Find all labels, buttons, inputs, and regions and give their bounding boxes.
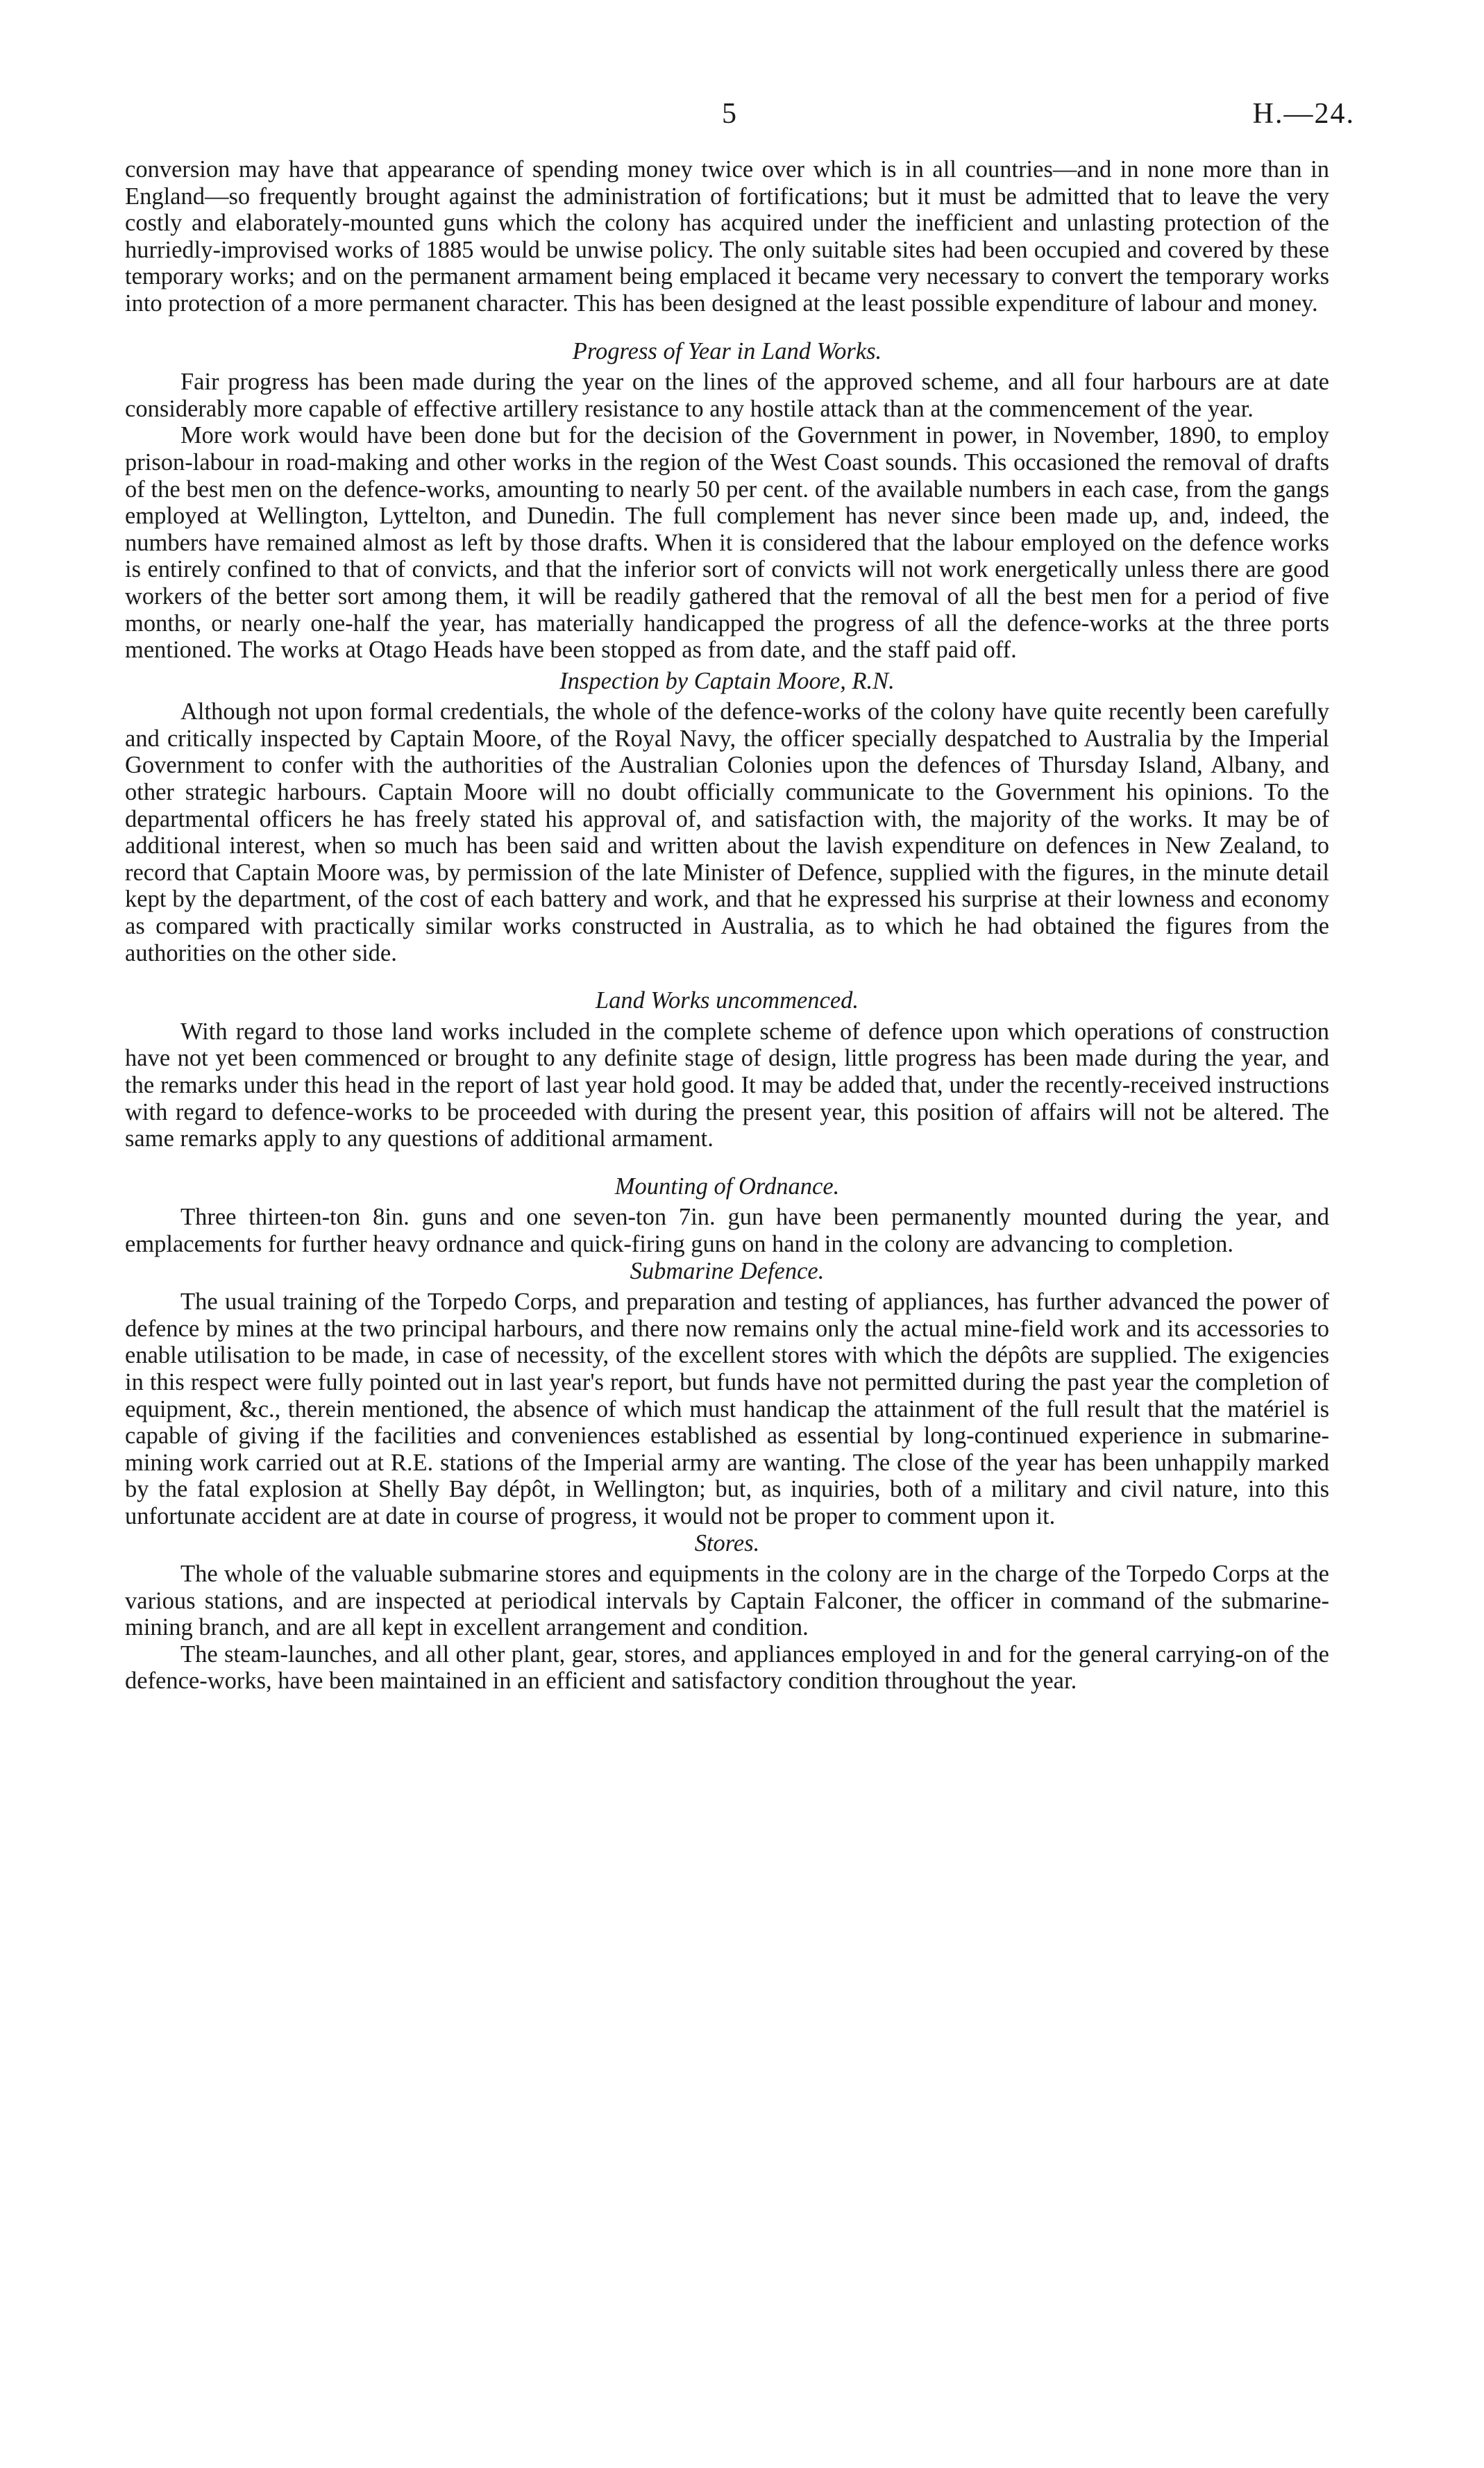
page-header — [0, 97, 1484, 139]
paragraph: Three thirteen-ton 8in. guns and one seven-ton 7in. gun have been permanently mounted during the year, and emplacements for further heavy ordnance and quick-firing guns on hand in the colony are advancing to completion. — [125, 1204, 1329, 1257]
section-heading-progress: Progress of Year in Land Works. — [572, 337, 882, 364]
paragraph: More work would have been done but for the decision of the Government in power, in November, 1890, to employ prison-labour in road-making and other works in the region of the West Coast sounds. This occasioned the removal of drafts of the best men on the defence-works, amounting to nearly 50 per cent. of the available numbers in each case, from the gangs employed at Wellington, Lyttelton, and Dunedin. The full complement has never since been made up, and, indeed, the numbers have remained almost as left by those drafts. When it is considered that the labour employed on the defence works is entirely confined to that of convicts, and that the inferior sort of convicts will not work energetically unless there are good workers of the better sort among them, it will be readily gathered that the removal of all the best men for a period of five months, or nearly one-half the year, has materially handicapped the progress of all the defence-works at the three ports mentioned. The works at Otago Heads have been stopped as from date, and the staff paid off. — [125, 422, 1329, 664]
section-heading-submarine: Submarine Defence. — [630, 1257, 825, 1284]
paragraph: The whole of the valuable submarine stores and equipments in the colony are in the charge of the Torpedo Corps at the various stations, and are inspected at periodical intervals by Captain Falconer, the officer in command of the submarine-mining branch, and are all kept in excellent arrangement and condition. — [125, 1561, 1329, 1641]
document-body — [125, 156, 1329, 1695]
section-heading-ordnance: Mounting of Ordnance. — [614, 1173, 840, 1200]
section-heading-inspection: Inspection by Captain Moore, R.N. — [559, 667, 895, 694]
intro-paragraph: conversion may have that appearance of spending money twice over which is in all countries—and in none more than in England—so frequently brought against the administration of fortifications; but it must be admitted that to leave the very costly and elaborately-mounted guns which the colony has acquired under the inefficient and unlasting protection of the hurriedly-improvised works of 1885 would be unwise policy. The only suitable sites had been occupied and covered by these temporary works; and on the permanent armament being emplaced it became very necessary to convert the temporary works into protection of a more permanent character. This has been designed at the least possible expenditure of labour and money. — [125, 156, 1329, 317]
document-reference: H.—24. — [1252, 98, 1355, 130]
paragraph: The steam-launches, and all other plant, gear, stores, and appliances employed in and for the general carrying-on of the defence-works, have been maintained in an efficient and satisfactory condition throughout the year. — [125, 1640, 1329, 1695]
section-heading-stores: Stores. — [694, 1529, 760, 1556]
paragraph: With regard to those land works included in the complete scheme of defence upon which operations of construction have not yet been commenced or brought to any definite stage of design, little progress has been made during the year, and the remarks under this head in the report of last year hold good. It may be added that, under the recently-received instructions with regard to defence-works to be proceeded with during the present year, this position of affairs will not be altered. The same remarks apply to any questions of additional armament. — [125, 1018, 1329, 1152]
paragraph: Fair progress has been made during the year on the lines of the approved scheme, and all four harbours are at date considerably more capable of effective artillery resistance to any hostile attack than at the commencement of the year. — [125, 369, 1329, 422]
paragraph: Although not upon formal credentials, the whole of the defence-works of the colony have quite recently been carefully and critically inspected by Captain Moore, of the Royal Navy, the officer specially despatched to Australia by the Imperial Government to confer with the authorities of the Australian Colonies upon the defences of Thursday Island, Albany, and other strategic harbours. Captain Moore will no doubt officially communicate to the Government his opinions. To the departmental officers he has freely stated his approval of, and satisfaction with, the majority of the works. It may be of additional interest, when so much has been said and written about the lavish expenditure on defences in New Zealand, to record that Captain Moore was, by permission of the late Minister of Defence, supplied with the figures, in the minute detail kept by the department, of the cost of each battery and work, and that he expressed his surprise at their lowness and economy as compared with practically similar works constructed in Australia, as to which he had obtained the figures from the authorities on the other side. — [125, 698, 1329, 966]
section-heading-land-works: Land Works uncommenced. — [595, 987, 859, 1014]
page-number: 5 — [722, 98, 736, 130]
paragraph: The usual training of the Torpedo Corps, and preparation and testing of appliances, has further advanced the power of defence by mines at the two principal harbours, and there now remains only the actual mine-field work and its accessories to enable utilisation to be made, in case of necessity, of the excellent stores with which the dépôts are supplied. The exigencies in this respect were fully pointed out in last year's report, but funds have not permitted during the past year the completion of equipment, &c., therein mentioned, the absence of which must handicap the attainment of the full result that the matériel is capable of giving if the facilities and conveniences established as essential by long-continued experience in submarine-mining work carried out at R.E. stations of the Imperial army are wanting. The close of the year has been unhappily marked by the fatal explosion at Shelly Bay dépôt, in Wellington; but, as inquiries, both of a military and civil nature, into this unfortunate accident are at date in course of progress, it would not be proper to comment upon it. — [125, 1288, 1329, 1529]
